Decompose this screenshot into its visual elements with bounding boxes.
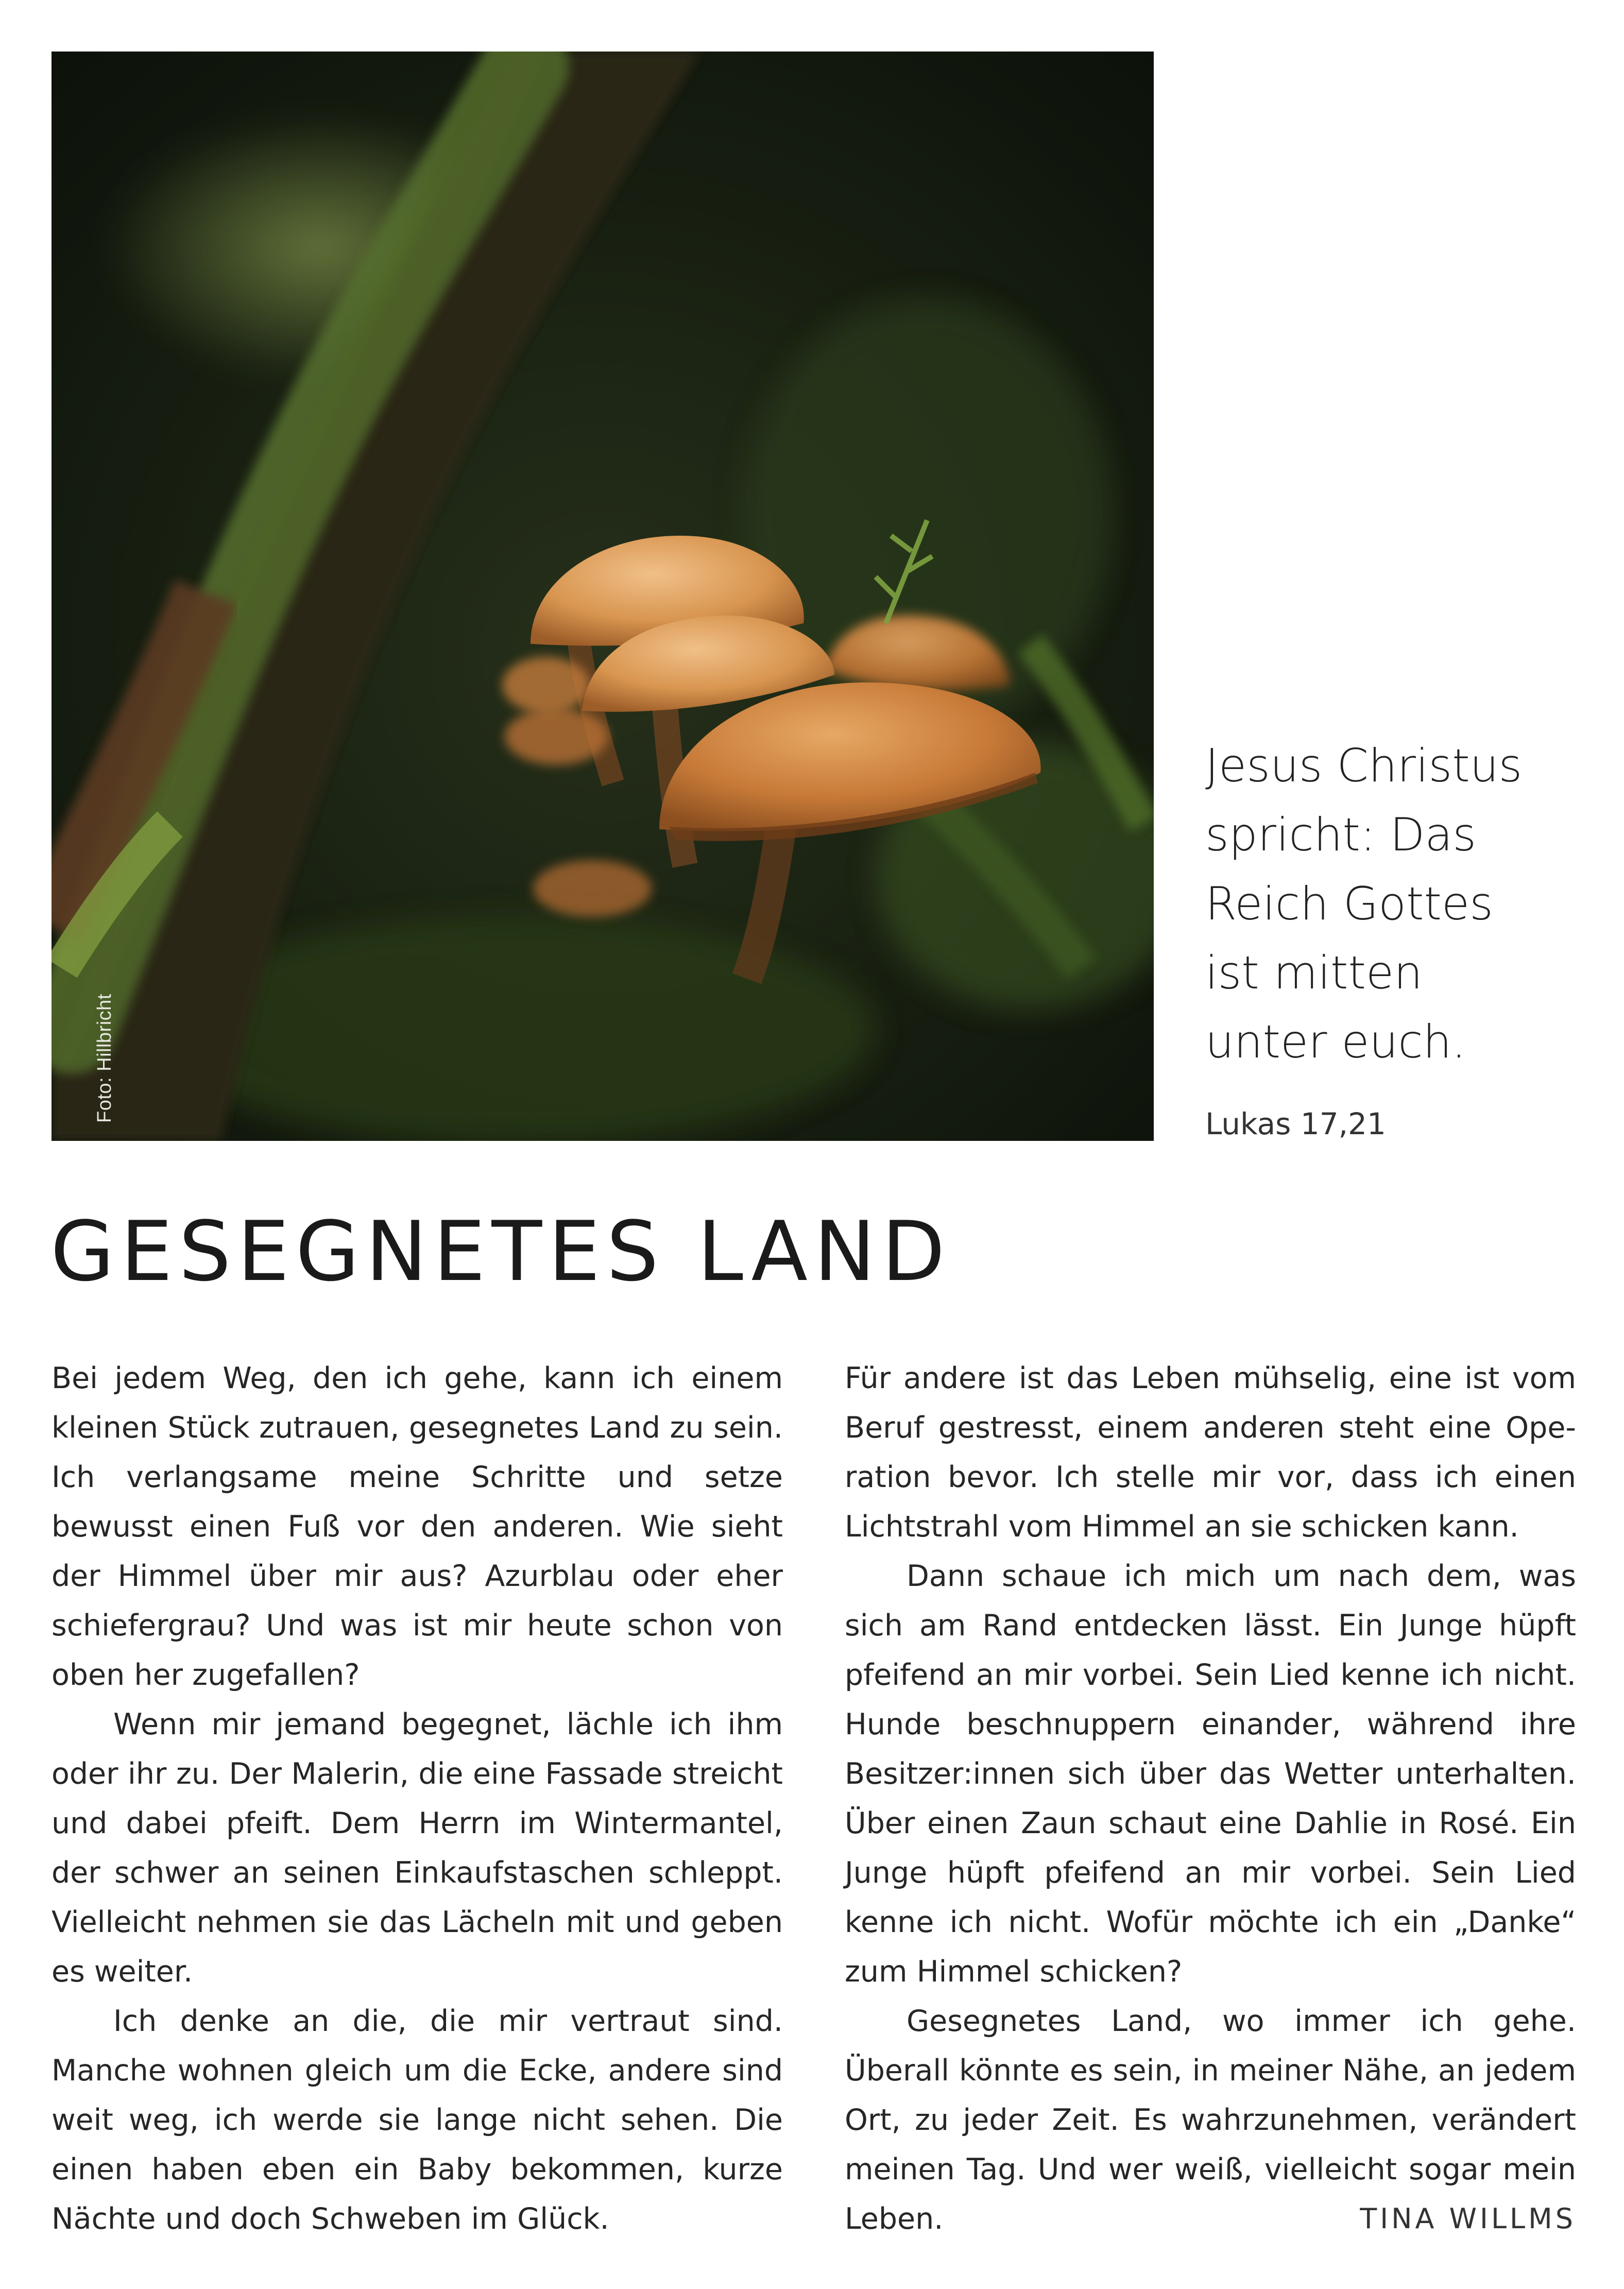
article-paragraph-last [845, 1996, 1576, 2244]
quote-line: ist mitten [1205, 946, 1423, 999]
quote-line: Jesus Christus [1205, 739, 1523, 792]
quote-source: Lukas 17,21 [1205, 1106, 1386, 1141]
quote-line: Reich Gottes [1205, 877, 1493, 930]
article-title: GESEGNETES LAND [50, 1203, 951, 1300]
photo-credit: Foto: Hillbricht [94, 994, 115, 1123]
quote-line: spricht: Das [1205, 808, 1477, 861]
mushroom-photo [52, 52, 1154, 1141]
article-paragraph-text: Gesegnetes Land, wo immer ich gehe. Überall könnte es sein, in meiner Nähe, an jedem Ort, zu jeder Zeit. Es wahrzunehmen, verändert meinen Tag. Und wer weiß, vielleicht sogar mein Leben. [845, 2004, 1576, 2236]
author-name: TINA WILLMS [1360, 2202, 1576, 2235]
quote-line: unter euch. [1205, 1015, 1466, 1068]
article-column-left [52, 1354, 783, 2244]
article-paragraph: Wenn mir jemand begegnet, lächle ich ihm oder ihr zu. Der Malerin, die eine Fassade streicht und dabei pfeift. Dem Herrn im Wintermantel, der schwer an seinen Einkaufstaschen schleppt. Vielleicht nehmen sie das Lächeln mit und geben es weiter. [52, 1707, 783, 1989]
article-paragraph: Für andere ist das Leben mühselig, eine ist vom Beruf gestresst, einem anderen steht eine Operation bevor. Ich stelle mir vor, dass ich einen Lichtstrahl vom Himmel an sie schicken kann. [845, 1361, 1576, 1544]
article-paragraph: Bei jedem Weg, den ich gehe, kann ich einem kleinen Stück zutrauen, gesegnetes Land zu sein. Ich verlangsame meine Schritte und setze bewusst einen Fuß vor den anderen. Wie sieht der Himmel über mir aus? Azurblau oder eher schiefergrau? Und was ist mir heute schon von oben her zugefallen? [52, 1361, 783, 1692]
article-paragraph: Ich denke an die, die mir vertraut sind. Manche wohnen gleich um die Ecke, andere sind weit weg, ich werde sie lange nicht sehen. Die einen haben eben ein Baby bekommen, kurze Nächte und doch Schweben im Glück. [52, 2004, 783, 2236]
article-paragraph: Dann schaue ich mich um nach dem, was sich am Rand entdecken lässt. Ein Junge hüpft pfeifend an mir vorbei. Sein Lied kenne ich nicht. Hunde beschnuppern einander, während ihre Besitzer:innen sich über das Wetter unterhalten. Über einen Zaun schaut eine Dahlie in Rosé. Ein Junge hüpft pfeifend an mir vorbei. Sein Lied kenne ich nicht. Wofür möchte ich ein „Danke“ zum Himmel schicken? [845, 1559, 1576, 1989]
mushroom-photo-illustration [52, 52, 1154, 1141]
article-column-right [845, 1354, 1576, 2244]
bible-quote [1205, 731, 1597, 1077]
